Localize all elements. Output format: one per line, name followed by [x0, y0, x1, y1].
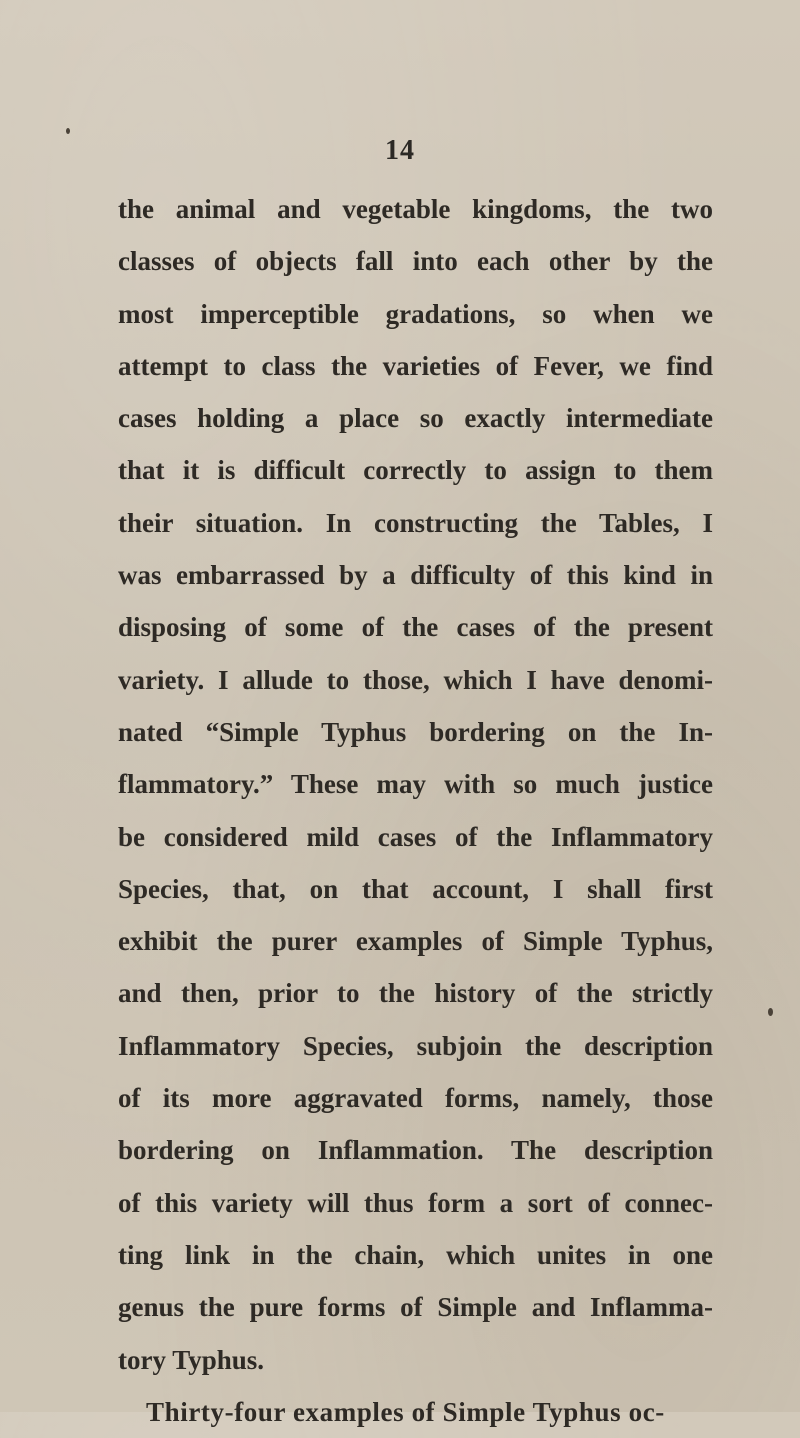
paper-speck — [66, 128, 70, 134]
text-line: disposing of some of the cases of the present — [118, 612, 713, 643]
text-line: Inflammatory Species, subjoin the description — [118, 1030, 713, 1061]
text-line: the animal and vegetable kingdoms, the two — [118, 194, 713, 224]
text-line: tory Typhus. — [118, 1344, 265, 1375]
text-line: most imperceptible gradations, so when we — [118, 298, 713, 329]
text-line: was embarrassed by a difficulty of this kind in — [118, 560, 713, 591]
text-line: cases holding a place so exactly intermediate — [118, 403, 713, 434]
paragraph-first-line: Thirty-four examples of Simple Typhus oc- — [146, 1396, 665, 1427]
text-line: classes of objects fall into each other by the — [118, 246, 713, 277]
text-line: variety. I allude to those, which I have denomi- — [118, 664, 713, 695]
text-line: and then, prior to the history of the strictly — [118, 978, 713, 1009]
text-line: attempt to class the varieties of Fever, we find — [118, 350, 713, 381]
paper-speck — [768, 1008, 773, 1016]
text-line: be considered mild cases of the Inflammatory — [118, 821, 713, 852]
text-line: bordering on Inflammation. The description — [118, 1135, 713, 1166]
text-line: flammatory.” These may with so much justice — [118, 769, 713, 800]
page-number: 14 — [385, 135, 415, 166]
text-line: genus the pure forms of Simple and Inflamma- — [118, 1292, 713, 1323]
text-line: ting link in the chain, which unites in one — [118, 1239, 713, 1270]
text-line: exhibit the purer examples of Simple Typhus, — [118, 926, 713, 957]
text-line: of its more aggravated forms, namely, those — [118, 1083, 713, 1114]
text-line: nated “Simple Typhus bordering on the In- — [118, 716, 713, 747]
text-line: Species, that, on that account, I shall first — [118, 873, 713, 904]
text-line: of this variety will thus form a sort of connec- — [118, 1187, 713, 1218]
body-text — [118, 183, 713, 1438]
text-line: that it is difficult correctly to assign to them — [118, 455, 713, 486]
text-line: their situation. In constructing the Tables, I — [118, 507, 713, 538]
